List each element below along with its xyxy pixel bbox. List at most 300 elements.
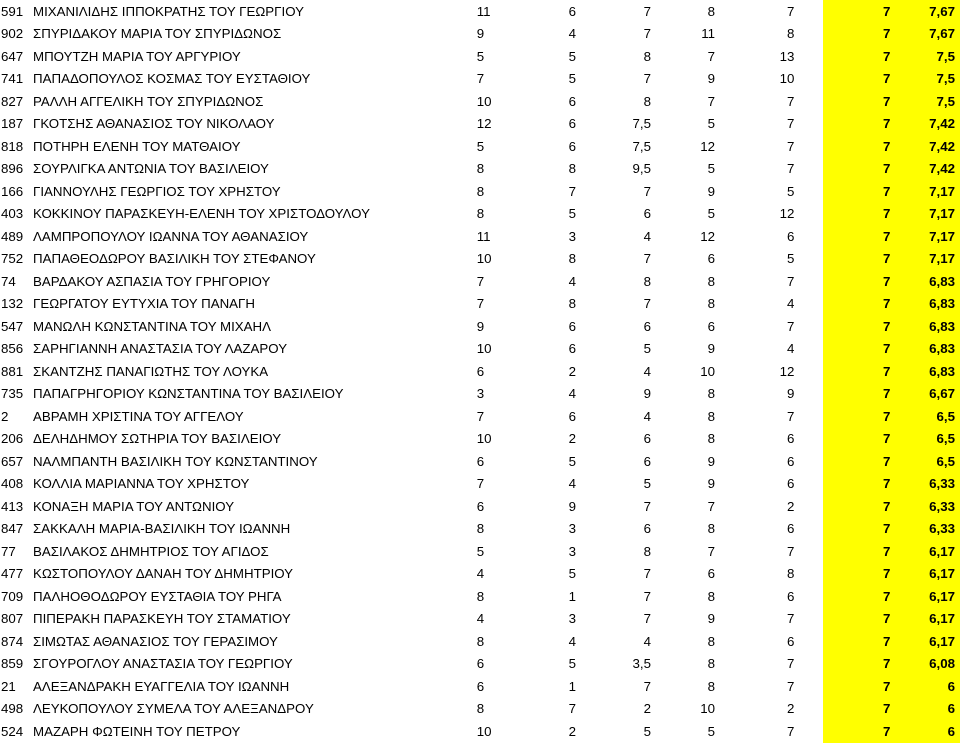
highlight-score-cell: 7 xyxy=(823,45,890,68)
highlight-score-cell: 7 xyxy=(823,698,890,721)
score-4-cell: 9 xyxy=(707,476,716,492)
average-cell: 6,33 xyxy=(890,495,960,518)
name-cell: ΣΠΥΡΙΔΑΚΟΥ ΜΑΡΙΑ ΤΟΥ ΣΠΥΡΙΔΩΝΟΣ xyxy=(33,26,282,42)
name-cell: ΣΑΚΚΑΛΗ ΜΑΡΙΑ-ΒΑΣΙΛΙΚΗ ΤΟΥ ΙΩΑΝΝΗ xyxy=(33,521,291,537)
highlight-score-cell: 7 xyxy=(823,405,890,428)
spacer-cell xyxy=(794,518,823,541)
score-4-cell: 12 xyxy=(700,228,716,244)
score-4-cell: 11 xyxy=(701,26,716,42)
highlight-score-cell: 7 xyxy=(823,608,890,631)
score-5-cell: 7 xyxy=(787,543,795,559)
highlight-score-cell: 7 xyxy=(823,383,890,406)
score-5-cell: 6 xyxy=(787,476,795,492)
spacer-cell xyxy=(794,540,823,563)
average-cell: 6,33 xyxy=(890,473,960,496)
score-4-cell: 8 xyxy=(707,678,716,694)
score-4-cell: 9 xyxy=(707,71,716,87)
score-1-cell: 8 xyxy=(476,206,485,222)
name-cell: ΚΟΚΚΙΝΟΥ ΠΑΡΑΣΚΕΥΗ-ΕΛΕΝΗ ΤΟΥ ΧΡΙΣΤΟΔΟΥΛΟΥ xyxy=(33,206,370,222)
spacer-cell xyxy=(794,203,823,226)
id-cell: 524 xyxy=(1,723,24,739)
average-cell: 6,17 xyxy=(890,563,960,586)
spacer-cell xyxy=(794,405,823,428)
id-cell: 741 xyxy=(1,71,24,87)
id-cell: 206 xyxy=(1,431,24,447)
score-5-cell: 6 xyxy=(787,588,795,604)
score-2-cell: 5 xyxy=(568,453,576,469)
average-cell: 7,17 xyxy=(890,203,960,226)
score-3-cell: 7 xyxy=(643,3,652,19)
table-row xyxy=(0,540,960,563)
highlight-score-cell: 7 xyxy=(823,473,890,496)
score-1-cell: 3 xyxy=(476,386,485,402)
spacer-cell xyxy=(794,630,823,653)
spacer-cell xyxy=(794,23,823,46)
name-cell: ΚΩΣΤΟΠΟΥΛΟΥ ΔΑΝΑΗ ΤΟΥ ΔΗΜΗΤΡΙΟΥ xyxy=(33,566,294,582)
score-4-cell: 8 xyxy=(707,431,716,447)
name-cell: ΚΟΛΛΙΑ ΜΑΡΙΑΝΝΑ ΤΟΥ ΧΡΗΣΤΟΥ xyxy=(33,476,250,492)
score-3-cell: 6 xyxy=(643,453,652,469)
table-row xyxy=(0,428,960,451)
name-cell: ΠΙΠΕΡΑΚΗ ΠΑΡΑΣΚΕΥΗ ΤΟΥ ΣΤΑΜΑΤΙΟΥ xyxy=(33,611,291,627)
score-5-cell: 12 xyxy=(779,206,795,222)
id-cell: 498 xyxy=(1,701,24,717)
score-4-cell: 10 xyxy=(700,701,716,717)
score-1-cell: 10 xyxy=(476,431,492,447)
score-3-cell: 7 xyxy=(643,71,652,87)
table-row xyxy=(0,113,960,136)
spacer-cell xyxy=(794,180,823,203)
name-cell: ΠΑΛΗΟΘΟΔΩΡΟΥ ΕΥΣΤΑΘΙΑ ΤΟΥ ΡΗΓΑ xyxy=(33,588,282,604)
score-2-cell: 8 xyxy=(568,251,576,267)
name-cell: ΑΛΕΞΑΝΔΡΑΚΗ ΕΥΑΓΓΕΛΙΑ ΤΟΥ ΙΩΑΝΝΗ xyxy=(33,678,290,694)
score-2-cell: 6 xyxy=(568,408,576,424)
score-2-cell: 7 xyxy=(568,183,576,199)
score-5-cell: 7 xyxy=(787,93,795,109)
table-row xyxy=(0,450,960,473)
score-5-cell: 7 xyxy=(787,161,795,177)
table-row xyxy=(0,720,960,743)
id-cell: 827 xyxy=(1,93,24,109)
spacer-cell xyxy=(794,248,823,271)
score-5-cell: 6 xyxy=(787,521,795,537)
average-cell: 6,5 xyxy=(890,405,960,428)
name-cell: ΝΑΛΜΠΑΝΤΗ ΒΑΣΙΛΙΚΗ ΤΟΥ ΚΩΝΣΤΑΝΤΙΝΟΥ xyxy=(33,453,318,469)
id-cell: 735 xyxy=(1,386,24,402)
score-3-cell: 2 xyxy=(643,701,652,717)
highlight-score-cell: 7 xyxy=(823,653,890,676)
score-4-cell: 6 xyxy=(707,251,716,267)
average-cell: 6,83 xyxy=(890,360,960,383)
score-5-cell: 9 xyxy=(787,386,795,402)
average-cell: 6,17 xyxy=(890,540,960,563)
name-cell: ΠΟΤΗΡΗ ΕΛΕΝΗ ΤΟΥ ΜΑΤΘΑΙΟΥ xyxy=(33,138,241,154)
score-5-cell: 4 xyxy=(787,296,795,312)
id-cell: 477 xyxy=(1,566,24,582)
score-3-cell: 4 xyxy=(643,228,652,244)
score-5-cell: 12 xyxy=(779,363,795,379)
table-row xyxy=(0,293,960,316)
spacer-cell xyxy=(794,45,823,68)
average-cell: 6,17 xyxy=(890,608,960,631)
spacer-cell xyxy=(794,135,823,158)
score-1-cell: 11 xyxy=(476,3,491,19)
id-cell: 74 xyxy=(1,273,16,289)
score-5-cell: 7 xyxy=(787,318,795,334)
score-2-cell: 1 xyxy=(568,678,576,694)
score-2-cell: 3 xyxy=(568,228,576,244)
spacer-cell xyxy=(794,383,823,406)
id-cell: 489 xyxy=(1,228,24,244)
average-cell: 7,17 xyxy=(890,180,960,203)
table-row xyxy=(0,383,960,406)
highlight-score-cell: 7 xyxy=(823,203,890,226)
id-cell: 807 xyxy=(1,611,24,627)
id-cell: 752 xyxy=(1,251,24,267)
highlight-score-cell: 7 xyxy=(823,450,890,473)
score-2-cell: 6 xyxy=(568,138,576,154)
average-cell: 7,5 xyxy=(890,45,960,68)
average-cell: 7,42 xyxy=(890,113,960,136)
id-cell: 591 xyxy=(1,3,24,19)
table-row xyxy=(0,473,960,496)
table-row xyxy=(0,225,960,248)
score-4-cell: 7 xyxy=(707,543,716,559)
spacer-cell xyxy=(794,338,823,361)
score-2-cell: 4 xyxy=(568,273,576,289)
score-2-cell: 3 xyxy=(568,521,576,537)
score-5-cell: 2 xyxy=(787,701,795,717)
score-3-cell: 9 xyxy=(643,386,652,402)
score-2-cell: 2 xyxy=(568,431,576,447)
score-3-cell: 8 xyxy=(643,273,652,289)
score-5-cell: 7 xyxy=(787,611,795,627)
score-4-cell: 9 xyxy=(707,183,716,199)
average-cell: 6 xyxy=(890,698,960,721)
score-4-cell: 8 xyxy=(707,3,716,19)
highlight-score-cell: 7 xyxy=(823,270,890,293)
name-cell: ΠΑΠΑΘΕΟΔΩΡΟΥ ΒΑΣΙΛΙΚΗ ΤΟΥ ΣΤΕΦΑΝΟΥ xyxy=(33,251,316,267)
name-cell: ΓΕΩΡΓΑΤΟΥ ΕΥΤΥΧΙΑ ΤΟΥ ΠΑΝΑΓΗ xyxy=(33,296,255,312)
score-4-cell: 9 xyxy=(707,341,716,357)
id-cell: 902 xyxy=(1,26,24,42)
highlight-score-cell: 7 xyxy=(823,360,890,383)
id-cell: 21 xyxy=(1,678,16,694)
spacer-cell xyxy=(794,720,823,743)
score-4-cell: 9 xyxy=(707,611,716,627)
id-cell: 657 xyxy=(1,453,24,469)
score-3-cell: 3,5 xyxy=(632,656,652,672)
average-cell: 6,83 xyxy=(890,270,960,293)
score-3-cell: 9,5 xyxy=(632,161,652,177)
score-1-cell: 8 xyxy=(476,521,485,537)
score-1-cell: 7 xyxy=(476,476,485,492)
highlight-score-cell: 7 xyxy=(823,630,890,653)
score-5-cell: 8 xyxy=(787,566,795,582)
highlight-score-cell: 7 xyxy=(823,585,890,608)
id-cell: 132 xyxy=(1,296,24,312)
score-1-cell: 6 xyxy=(476,678,485,694)
score-1-cell: 6 xyxy=(476,656,485,672)
spacer-cell xyxy=(794,225,823,248)
highlight-score-cell: 7 xyxy=(823,248,890,271)
score-1-cell: 7 xyxy=(476,273,485,289)
score-3-cell: 7 xyxy=(643,588,652,604)
spacer-cell xyxy=(794,698,823,721)
highlight-score-cell: 7 xyxy=(823,23,890,46)
name-cell: ΔΕΛΗΔΗΜΟΥ ΣΩΤΗΡΙΑ ΤΟΥ ΒΑΣΙΛΕΙΟΥ xyxy=(33,431,282,447)
score-2-cell: 8 xyxy=(568,161,576,177)
spacer-cell xyxy=(794,428,823,451)
score-2-cell: 3 xyxy=(568,543,576,559)
score-3-cell: 4 xyxy=(643,633,652,649)
score-4-cell: 8 xyxy=(707,273,716,289)
score-1-cell: 7 xyxy=(476,408,485,424)
highlight-score-cell: 7 xyxy=(823,158,890,181)
score-4-cell: 8 xyxy=(707,408,716,424)
score-2-cell: 3 xyxy=(568,611,576,627)
score-4-cell: 7 xyxy=(707,93,716,109)
table-row xyxy=(0,315,960,338)
score-3-cell: 6 xyxy=(643,206,652,222)
name-cell: ΣΚΑΝΤΖΗΣ ΠΑΝΑΓΙΩΤΗΣ ΤΟΥ ΛΟΥΚΑ xyxy=(33,363,269,379)
spacer-cell xyxy=(794,608,823,631)
name-cell: ΒΑΡΔΑΚΟΥ ΑΣΠΑΣΙΑ ΤΟΥ ΓΡΗΓΟΡΙΟΥ xyxy=(33,273,271,289)
highlight-score-cell: 7 xyxy=(823,113,890,136)
score-2-cell: 5 xyxy=(568,206,576,222)
name-cell: ΛΑΜΠΡΟΠΟΥΛΟΥ ΙΩΑΝΝΑ ΤΟΥ ΑΘΑΝΑΣΙΟΥ xyxy=(33,228,309,244)
score-3-cell: 7 xyxy=(643,566,652,582)
highlight-score-cell: 7 xyxy=(823,293,890,316)
score-5-cell: 7 xyxy=(787,3,795,19)
id-cell: 187 xyxy=(1,116,24,132)
score-2-cell: 5 xyxy=(568,566,576,582)
average-cell: 7,17 xyxy=(890,225,960,248)
score-5-cell: 6 xyxy=(787,633,795,649)
score-2-cell: 8 xyxy=(568,296,576,312)
spacer-cell xyxy=(794,293,823,316)
score-3-cell: 8 xyxy=(643,93,652,109)
score-4-cell: 7 xyxy=(707,48,716,64)
name-cell: ΜΑΝΩΛΗ ΚΩΝΣΤΑΝΤΙΝΑ ΤΟΥ ΜΙΧΑΗΛ xyxy=(33,318,272,334)
score-4-cell: 6 xyxy=(707,318,716,334)
score-1-cell: 10 xyxy=(476,93,492,109)
score-2-cell: 6 xyxy=(568,318,576,334)
score-2-cell: 7 xyxy=(568,701,576,717)
score-5-cell: 7 xyxy=(787,723,795,739)
highlight-score-cell: 7 xyxy=(823,0,890,23)
table-row xyxy=(0,248,960,271)
score-5-cell: 4 xyxy=(787,341,795,357)
score-1-cell: 4 xyxy=(476,566,485,582)
table-row xyxy=(0,23,960,46)
average-cell: 6,67 xyxy=(890,383,960,406)
average-cell: 7,67 xyxy=(890,0,960,23)
score-4-cell: 10 xyxy=(700,363,716,379)
score-4-cell: 8 xyxy=(707,296,716,312)
score-5-cell: 13 xyxy=(779,48,795,64)
id-cell: 881 xyxy=(1,363,24,379)
score-1-cell: 9 xyxy=(476,26,485,42)
score-1-cell: 8 xyxy=(476,183,485,199)
average-cell: 6,17 xyxy=(890,630,960,653)
table-row xyxy=(0,45,960,68)
score-5-cell: 2 xyxy=(787,498,795,514)
table-row xyxy=(0,630,960,653)
spacer-cell xyxy=(794,563,823,586)
score-2-cell: 6 xyxy=(568,116,576,132)
id-cell: 859 xyxy=(1,656,24,672)
table-row xyxy=(0,653,960,676)
score-4-cell: 8 xyxy=(707,588,716,604)
spacer-cell xyxy=(794,0,823,23)
score-2-cell: 2 xyxy=(568,363,576,379)
score-2-cell: 6 xyxy=(568,3,576,19)
score-3-cell: 7 xyxy=(643,26,652,42)
score-5-cell: 8 xyxy=(787,26,795,42)
score-2-cell: 6 xyxy=(568,341,576,357)
score-4-cell: 5 xyxy=(707,161,716,177)
highlight-score-cell: 7 xyxy=(823,225,890,248)
score-3-cell: 8 xyxy=(643,48,652,64)
name-cell: ΓΙΑΝΝΟΥΛΗΣ ΓΕΩΡΓΙΟΣ ΤΟΥ ΧΡΗΣΤΟΥ xyxy=(33,183,281,199)
score-3-cell: 7 xyxy=(643,611,652,627)
highlight-score-cell: 7 xyxy=(823,68,890,91)
name-cell: ΡΑΛΛΗ ΑΓΓΕΛΙΚΗ ΤΟΥ ΣΠΥΡΙΔΩΝΟΣ xyxy=(33,93,264,109)
score-1-cell: 8 xyxy=(476,161,485,177)
highlight-score-cell: 7 xyxy=(823,338,890,361)
table-row xyxy=(0,338,960,361)
score-5-cell: 5 xyxy=(787,183,795,199)
score-1-cell: 6 xyxy=(476,498,485,514)
id-cell: 856 xyxy=(1,341,24,357)
name-cell: ΑΒΡΑΜΗ ΧΡΙΣΤΙΝΑ ΤΟΥ ΑΓΓΕΛΟΥ xyxy=(33,408,244,424)
score-3-cell: 7 xyxy=(643,251,652,267)
score-5-cell: 7 xyxy=(787,116,795,132)
table-row xyxy=(0,698,960,721)
average-cell: 6 xyxy=(890,675,960,698)
table-row xyxy=(0,563,960,586)
score-1-cell: 10 xyxy=(476,341,492,357)
score-1-cell: 5 xyxy=(476,48,485,64)
table-row xyxy=(0,180,960,203)
score-2-cell: 9 xyxy=(568,498,576,514)
id-cell: 547 xyxy=(1,318,24,334)
average-cell: 7,17 xyxy=(890,248,960,271)
name-cell: ΚΟΝΑΞΗ ΜΑΡΙΑ ΤΟΥ ΑΝΤΩΝΙΟΥ xyxy=(33,498,235,514)
average-cell: 7,5 xyxy=(890,90,960,113)
score-1-cell: 12 xyxy=(476,116,492,132)
score-3-cell: 6 xyxy=(643,431,652,447)
spacer-cell xyxy=(794,158,823,181)
average-cell: 7,42 xyxy=(890,158,960,181)
score-4-cell: 8 xyxy=(707,656,716,672)
spacer-cell xyxy=(794,653,823,676)
score-5-cell: 6 xyxy=(787,431,795,447)
spacer-cell xyxy=(794,113,823,136)
score-3-cell: 6 xyxy=(643,318,652,334)
id-cell: 647 xyxy=(1,48,24,64)
average-cell: 6,5 xyxy=(890,428,960,451)
spacer-cell xyxy=(794,450,823,473)
score-5-cell: 7 xyxy=(787,678,795,694)
id-cell: 166 xyxy=(1,183,24,199)
score-3-cell: 7 xyxy=(643,498,652,514)
score-3-cell: 5 xyxy=(643,476,652,492)
score-5-cell: 5 xyxy=(787,251,795,267)
score-2-cell: 1 xyxy=(568,588,576,604)
score-3-cell: 5 xyxy=(643,341,652,357)
table-row xyxy=(0,585,960,608)
name-cell: ΜΙΧΑΝΙΛΙΔΗΣ ΙΠΠΟΚΡΑΤΗΣ ΤΟΥ ΓΕΩΡΓΙΟΥ xyxy=(33,3,304,19)
name-cell: ΠΑΠΑΓΡΗΓΟΡΙΟΥ ΚΩΝΣΤΑΝΤΙΝΑ ΤΟΥ ΒΑΣΙΛΕΙΟΥ xyxy=(33,386,344,402)
name-cell: ΠΑΠΑΔΟΠΟΥΛΟΣ ΚΟΣΜΑΣ ΤΟΥ ΕΥΣΤΑΘΙΟΥ xyxy=(33,71,311,87)
average-cell: 6,17 xyxy=(890,585,960,608)
score-2-cell: 4 xyxy=(568,26,576,42)
spacer-cell xyxy=(794,90,823,113)
score-2-cell: 6 xyxy=(568,93,576,109)
name-cell: ΛΕΥΚΟΠΟΥΛΟΥ ΣΥΜΕΛΑ ΤΟΥ ΑΛΕΞΑΝΔΡΟΥ xyxy=(33,701,314,717)
average-cell: 6,83 xyxy=(890,315,960,338)
average-cell: 7,67 xyxy=(890,23,960,46)
score-1-cell: 6 xyxy=(476,453,485,469)
id-cell: 874 xyxy=(1,633,24,649)
highlight-score-cell: 7 xyxy=(823,180,890,203)
score-1-cell: 4 xyxy=(476,611,485,627)
score-3-cell: 7 xyxy=(643,183,652,199)
table-row xyxy=(0,518,960,541)
table-row xyxy=(0,675,960,698)
highlight-score-cell: 7 xyxy=(823,315,890,338)
table-row xyxy=(0,158,960,181)
spacer-cell xyxy=(794,360,823,383)
name-cell: ΒΑΣΙΛΑΚΟΣ ΔΗΜΗΤΡΙΟΣ ΤΟΥ ΑΓΙΔΟΣ xyxy=(33,543,269,559)
id-cell: 408 xyxy=(1,476,24,492)
score-1-cell: 9 xyxy=(476,318,485,334)
spacer-cell xyxy=(794,585,823,608)
score-3-cell: 7,5 xyxy=(632,138,652,154)
score-1-cell: 8 xyxy=(476,701,485,717)
id-cell: 818 xyxy=(1,138,24,154)
id-cell: 413 xyxy=(1,498,24,514)
score-1-cell: 11 xyxy=(476,228,491,244)
table-row xyxy=(0,608,960,631)
spacer-cell xyxy=(794,495,823,518)
score-3-cell: 7 xyxy=(643,296,652,312)
id-cell: 2 xyxy=(1,408,9,424)
score-1-cell: 8 xyxy=(476,588,485,604)
highlight-score-cell: 7 xyxy=(823,563,890,586)
score-3-cell: 4 xyxy=(643,363,652,379)
score-1-cell: 10 xyxy=(476,251,492,267)
score-1-cell: 5 xyxy=(476,543,485,559)
score-2-cell: 5 xyxy=(568,71,576,87)
score-4-cell: 8 xyxy=(707,521,716,537)
score-1-cell: 7 xyxy=(476,71,485,87)
score-4-cell: 8 xyxy=(707,386,716,402)
spacer-cell xyxy=(794,270,823,293)
name-cell: ΣΑΡΗΓΙΑΝΝΗ ΑΝΑΣΤΑΣΙΑ ΤΟΥ ΛΑΖΑΡΟΥ xyxy=(33,341,288,357)
table-row xyxy=(0,90,960,113)
score-4-cell: 7 xyxy=(707,498,716,514)
score-2-cell: 4 xyxy=(568,476,576,492)
highlight-score-cell: 7 xyxy=(823,518,890,541)
score-4-cell: 5 xyxy=(707,206,716,222)
score-5-cell: 7 xyxy=(787,656,795,672)
score-3-cell: 6 xyxy=(643,521,652,537)
score-1-cell: 6 xyxy=(476,363,485,379)
score-3-cell: 5 xyxy=(643,723,652,739)
